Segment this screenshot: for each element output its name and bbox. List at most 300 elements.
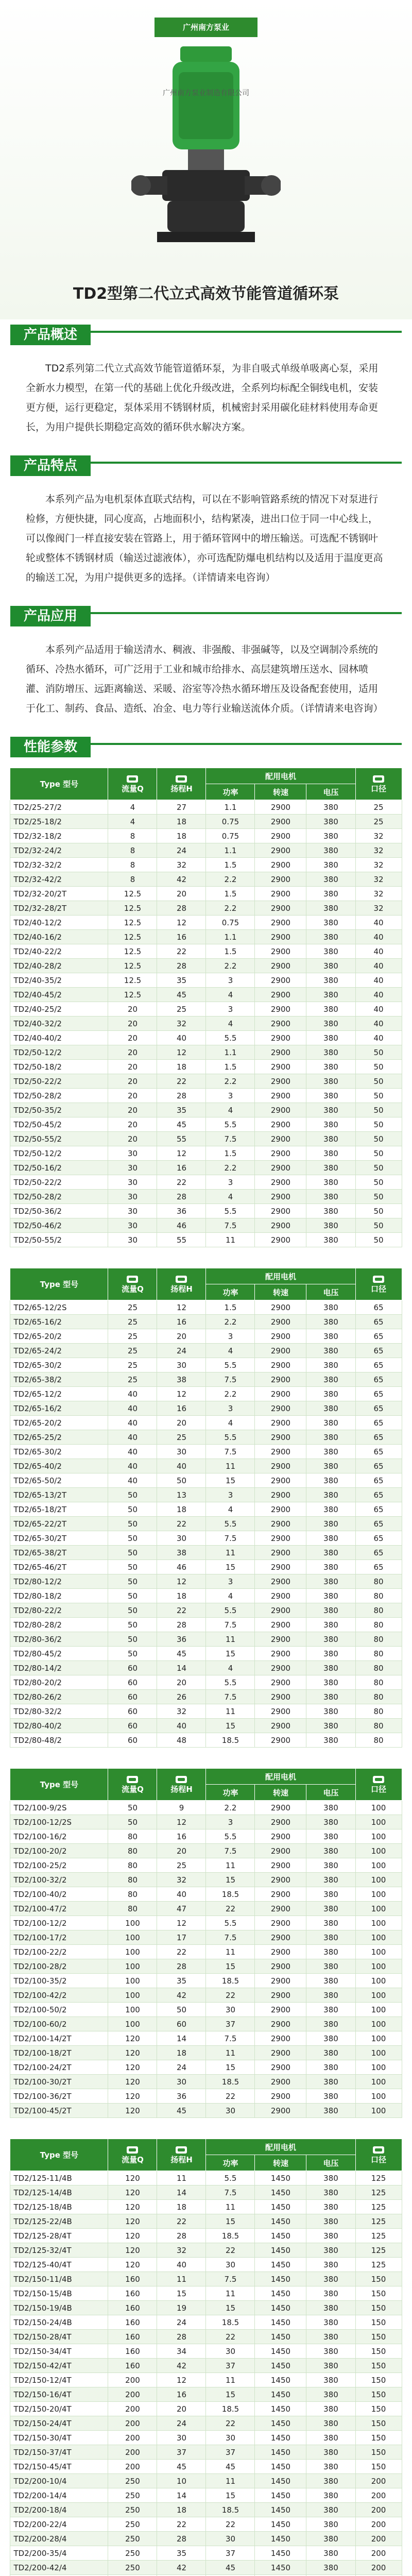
table-cell: TD2/65-38/2 bbox=[10, 1372, 108, 1387]
table-cell: 50 bbox=[157, 1473, 206, 1488]
table-cell: 2900 bbox=[255, 1902, 306, 1916]
table-cell: 150 bbox=[355, 2373, 402, 2387]
table-cell: 150 bbox=[355, 2330, 402, 2344]
table-row bbox=[10, 1300, 402, 1315]
table-cell: TD2/50-36/2 bbox=[10, 1204, 108, 1218]
table-cell: 120 bbox=[108, 2185, 157, 2200]
table-cell: 50 bbox=[355, 1146, 402, 1161]
table-cell: 100 bbox=[355, 2104, 402, 2118]
table-cell: 380 bbox=[306, 2517, 355, 2532]
table-cell: 150 bbox=[355, 2460, 402, 2474]
table-cell: 2.2 bbox=[206, 1161, 255, 1175]
table-row bbox=[10, 1675, 402, 1690]
table-cell: 7.5 bbox=[206, 1531, 255, 1546]
table-cell: 1450 bbox=[255, 2387, 306, 2402]
table-cell: 22 bbox=[157, 1517, 206, 1531]
table-cell: 380 bbox=[306, 1560, 355, 1574]
table-cell: 30 bbox=[206, 2003, 255, 2017]
table-cell: 50 bbox=[355, 1045, 402, 1060]
table-cell: 60 bbox=[108, 1661, 157, 1675]
table-cell: 380 bbox=[306, 1344, 355, 1358]
table-cell: 50 bbox=[108, 1815, 157, 1829]
table-cell: 380 bbox=[306, 1204, 355, 1218]
table-row bbox=[10, 1430, 402, 1445]
table-cell: 380 bbox=[306, 2003, 355, 2017]
table-cell: 12.5 bbox=[108, 930, 157, 944]
header-motor: 配用电机 bbox=[206, 768, 355, 784]
table-cell: 50 bbox=[108, 1647, 157, 1661]
table-cell: 40 bbox=[108, 1459, 157, 1473]
table-cell: 30 bbox=[206, 2344, 255, 2359]
table-cell: TD2/32-20/2T bbox=[10, 887, 108, 901]
head-icon bbox=[176, 1776, 187, 1783]
table-cell: 380 bbox=[306, 2089, 355, 2104]
table-cell: TD2/50-46/2 bbox=[10, 1218, 108, 1233]
table-cell: 80 bbox=[355, 1661, 402, 1675]
table-cell: TD2/50-22/2 bbox=[10, 1074, 108, 1089]
table-cell: TD2/50-45/2 bbox=[10, 1117, 108, 1132]
table-cell: 120 bbox=[108, 2075, 157, 2089]
table-cell: TD2/80-32/2 bbox=[10, 1704, 108, 1719]
table-cell: 380 bbox=[306, 2017, 355, 2031]
table-cell: 11 bbox=[206, 1704, 255, 1719]
header-motor: 配用电机 bbox=[206, 1769, 355, 1785]
table-cell: 3 bbox=[206, 1089, 255, 1103]
table-cell: TD2/100-40/2 bbox=[10, 1887, 108, 1902]
table-cell: 380 bbox=[306, 1103, 355, 1117]
table-cell: 2900 bbox=[255, 944, 306, 959]
table-row bbox=[10, 1103, 402, 1117]
table-cell: 45 bbox=[206, 2561, 255, 2575]
header-dn: 口径 bbox=[355, 2139, 402, 2171]
table-cell: 2900 bbox=[255, 1733, 306, 1748]
table-cell: 380 bbox=[306, 2488, 355, 2503]
table-cell: 2900 bbox=[255, 2003, 306, 2017]
table-cell: 380 bbox=[306, 2046, 355, 2060]
table-cell: 5.5 bbox=[206, 2171, 255, 2185]
table-cell: 24 bbox=[157, 843, 206, 858]
table-cell: 50 bbox=[355, 1089, 402, 1103]
table-cell: 380 bbox=[306, 1190, 355, 1204]
table-cell: 15 bbox=[157, 2286, 206, 2301]
table-row bbox=[10, 973, 402, 988]
table-row bbox=[10, 1473, 402, 1488]
table-cell: 18 bbox=[157, 815, 206, 829]
table-cell: 125 bbox=[355, 2171, 402, 2185]
table-cell: TD2/80-26/2 bbox=[10, 1690, 108, 1704]
section-title: 产品概述 bbox=[10, 325, 91, 345]
table-cell: 22 bbox=[206, 2089, 255, 2104]
table-cell: 380 bbox=[306, 1218, 355, 1233]
table-cell: 380 bbox=[306, 1060, 355, 1074]
table-cell: TD2/150-24/4B bbox=[10, 2315, 108, 2330]
watermark-text: 广州南方泵业制造有限公司 bbox=[163, 89, 249, 97]
table-cell: 32 bbox=[355, 901, 402, 916]
table-cell: 36 bbox=[157, 2089, 206, 2104]
table-cell: 1450 bbox=[255, 2315, 306, 2330]
table-cell: TD2/50-18/2 bbox=[10, 1060, 108, 1074]
table-cell: 46 bbox=[157, 1218, 206, 1233]
table-row bbox=[10, 2017, 402, 2031]
table-row bbox=[10, 887, 402, 901]
table-cell: 22 bbox=[157, 1175, 206, 1190]
table-row bbox=[10, 1233, 402, 1247]
table-cell: 7.5 bbox=[206, 1218, 255, 1233]
table-cell: TD2/32-18/2 bbox=[10, 829, 108, 843]
table-cell: 14 bbox=[157, 2031, 206, 2046]
table-cell: 2900 bbox=[255, 1175, 306, 1190]
table-cell: TD2/200-22/4 bbox=[10, 2517, 108, 2532]
table-cell: 2900 bbox=[255, 1858, 306, 1873]
pipe-icon bbox=[373, 775, 384, 783]
table-cell: 380 bbox=[306, 1829, 355, 1844]
table-cell: 80 bbox=[355, 1690, 402, 1704]
table-cell: 380 bbox=[306, 2359, 355, 2373]
table-cell: 2900 bbox=[255, 1546, 306, 1560]
table-cell: TD2/100-35/2 bbox=[10, 1974, 108, 1988]
table-cell: 20 bbox=[108, 1103, 157, 1117]
table-cell: 120 bbox=[108, 2046, 157, 2060]
table-cell: 4 bbox=[206, 1344, 255, 1358]
table-cell: 380 bbox=[306, 2431, 355, 2445]
table-cell: 7.5 bbox=[206, 2185, 255, 2200]
table-cell: 37 bbox=[206, 2445, 255, 2460]
table-cell: 120 bbox=[108, 2258, 157, 2272]
table-cell: 11 bbox=[157, 2171, 206, 2185]
table-cell: TD2/80-12/2 bbox=[10, 1574, 108, 1589]
table-cell: 150 bbox=[355, 2445, 402, 2460]
table-cell: 2900 bbox=[255, 1045, 306, 1060]
table-cell: 2.2 bbox=[206, 872, 255, 887]
table-cell: 16 bbox=[157, 1315, 206, 1329]
table-cell: TD2/50-16/2 bbox=[10, 1161, 108, 1175]
header-motor: 配用电机 bbox=[206, 1268, 355, 1284]
table-cell: 65 bbox=[355, 1473, 402, 1488]
table-cell: 40 bbox=[157, 1887, 206, 1902]
table-cell: TD2/100-60/2 bbox=[10, 2017, 108, 2031]
table-cell: 150 bbox=[355, 2387, 402, 2402]
header-model: Type 型号 bbox=[10, 1769, 108, 1801]
table-cell: 380 bbox=[306, 1988, 355, 2003]
table-cell: 380 bbox=[306, 2315, 355, 2330]
table-cell: 15 bbox=[206, 2301, 255, 2315]
table-cell: 160 bbox=[108, 2301, 157, 2315]
table-cell: 2900 bbox=[255, 1887, 306, 1902]
table-row bbox=[10, 2416, 402, 2431]
table-cell: 2900 bbox=[255, 1401, 306, 1416]
applications-text: 本系列产品适用于输送清水、稠液、非强酸、非强碱等，以及空调制冷系统的循环、冷热水循环，可广泛用于工业和城市给排水、高层建筑增压送水、园林喷灌、消防增压、远距离输送、采暖、浴室等冷热水循环增压及设备配套使用，适用于化工、制药、食品、造纸、冶金、电力等行业输送流体介质。（详情请来电咨询） bbox=[26, 644, 383, 714]
table-cell: 32 bbox=[157, 858, 206, 872]
table-cell: 200 bbox=[108, 2431, 157, 2445]
table-cell: 380 bbox=[306, 1031, 355, 1045]
table-cell: 380 bbox=[306, 1690, 355, 1704]
table-cell: TD2/125-18/4B bbox=[10, 2200, 108, 2214]
table-cell: 1.5 bbox=[206, 1146, 255, 1161]
table-cell: 120 bbox=[108, 2104, 157, 2118]
table-cell: 38 bbox=[157, 1546, 206, 1560]
table-row bbox=[10, 2075, 402, 2089]
table-row bbox=[10, 2546, 402, 2561]
table-cell: 380 bbox=[306, 1873, 355, 1887]
table-cell: 25 bbox=[108, 1315, 157, 1329]
table-cell: 18.5 bbox=[206, 1733, 255, 1748]
table-cell: 11 bbox=[206, 2286, 255, 2301]
table-row bbox=[10, 2301, 402, 2315]
table-cell: 25 bbox=[355, 800, 402, 815]
table-cell: 28 bbox=[157, 2229, 206, 2243]
table-cell: 32 bbox=[355, 872, 402, 887]
table-cell: 2900 bbox=[255, 1146, 306, 1161]
table-cell: 2900 bbox=[255, 1031, 306, 1045]
table-cell: TD2/50-55/2 bbox=[10, 1132, 108, 1146]
table-row bbox=[10, 1574, 402, 1589]
table-cell: 200 bbox=[355, 2546, 402, 2561]
table-cell: 40 bbox=[108, 1473, 157, 1488]
table-cell: 120 bbox=[108, 2060, 157, 2075]
table-cell: 16 bbox=[157, 1829, 206, 1844]
table-cell: TD2/125-14/4B bbox=[10, 2185, 108, 2200]
table-cell: 15 bbox=[206, 2060, 255, 2075]
table-cell: 12 bbox=[157, 2373, 206, 2387]
table-cell: 100 bbox=[355, 1858, 402, 1873]
table-cell: 40 bbox=[355, 1016, 402, 1031]
table-cell: 22 bbox=[206, 2517, 255, 2532]
table-cell: TD2/200-10/4 bbox=[10, 2474, 108, 2488]
table-cell: 50 bbox=[355, 1103, 402, 1117]
table-cell: 100 bbox=[355, 2031, 402, 2046]
table-cell: 1.1 bbox=[206, 800, 255, 815]
table-row bbox=[10, 1517, 402, 1531]
table-cell: 100 bbox=[108, 2017, 157, 2031]
table-cell: TD2/32-24/2 bbox=[10, 843, 108, 858]
table-cell: 25 bbox=[355, 815, 402, 829]
table-cell: 100 bbox=[355, 2075, 402, 2089]
table-cell: 120 bbox=[108, 2031, 157, 2046]
table-cell: 40 bbox=[108, 1401, 157, 1416]
table-cell: 30 bbox=[206, 2104, 255, 2118]
table-cell: 160 bbox=[108, 2344, 157, 2359]
table-cell: 2900 bbox=[255, 815, 306, 829]
table-cell: TD2/40-45/2 bbox=[10, 988, 108, 1002]
table-cell: 80 bbox=[355, 1675, 402, 1690]
table-cell: 380 bbox=[306, 1916, 355, 1930]
table-cell: 2900 bbox=[255, 959, 306, 973]
table-cell: 60 bbox=[108, 1690, 157, 1704]
table-row bbox=[10, 2330, 402, 2344]
table-cell: 2.2 bbox=[206, 1074, 255, 1089]
table-cell: TD2/100-12/2S bbox=[10, 1815, 108, 1829]
table-cell: 1450 bbox=[255, 2474, 306, 2488]
table-cell: 45 bbox=[157, 2104, 206, 2118]
table-cell: TD2/100-14/2T bbox=[10, 2031, 108, 2046]
table-cell: 4 bbox=[108, 815, 157, 829]
table-cell: TD2/200-35/4 bbox=[10, 2546, 108, 2561]
table-cell: 11 bbox=[206, 2046, 255, 2060]
table-cell: TD2/150-30/4T bbox=[10, 2431, 108, 2445]
table-cell: 3 bbox=[206, 1401, 255, 1416]
table-cell: 5.5 bbox=[206, 1829, 255, 1844]
table-cell: 16 bbox=[157, 930, 206, 944]
table-cell: 380 bbox=[306, 1733, 355, 1748]
table-cell: 2900 bbox=[255, 1218, 306, 1233]
table-row bbox=[10, 916, 402, 930]
table-cell: TD2/40-22/2 bbox=[10, 944, 108, 959]
table-cell: 12 bbox=[157, 916, 206, 930]
table-row bbox=[10, 2171, 402, 2185]
table-cell: 2900 bbox=[255, 1344, 306, 1358]
table-cell: 100 bbox=[355, 1974, 402, 1988]
table-cell: 200 bbox=[108, 2460, 157, 2474]
table-cell: TD2/65-22/2T bbox=[10, 1517, 108, 1531]
table-row bbox=[10, 829, 402, 843]
table-cell: 1.5 bbox=[206, 944, 255, 959]
table-cell: 2900 bbox=[255, 1719, 306, 1733]
table-cell: 25 bbox=[157, 1430, 206, 1445]
table-cell: 1450 bbox=[255, 2200, 306, 2214]
table-cell: 380 bbox=[306, 1430, 355, 1445]
table-cell: 380 bbox=[306, 2532, 355, 2546]
table-cell: 2900 bbox=[255, 2031, 306, 2046]
table-cell: 3 bbox=[206, 1329, 255, 1344]
table-cell: 30 bbox=[157, 1531, 206, 1546]
table-cell: 32 bbox=[355, 829, 402, 843]
table-cell: 30 bbox=[108, 1233, 157, 1247]
table-cell: 2.2 bbox=[206, 1801, 255, 1815]
table-cell: 100 bbox=[108, 1930, 157, 1945]
header-voltage: 电压 bbox=[306, 784, 355, 800]
table-cell: 50 bbox=[108, 1801, 157, 1815]
table-row bbox=[10, 1016, 402, 1031]
header-power: 功率 bbox=[206, 1284, 255, 1300]
table-cell: TD2/80-20/2 bbox=[10, 1675, 108, 1690]
table-cell: 380 bbox=[306, 829, 355, 843]
table-row bbox=[10, 2089, 402, 2104]
table-cell: 12 bbox=[157, 1916, 206, 1930]
table-cell: TD2/40-35/2 bbox=[10, 973, 108, 988]
table-cell: 2900 bbox=[255, 1459, 306, 1473]
table-cell: TD2/32-42/2 bbox=[10, 872, 108, 887]
table-cell: 14 bbox=[157, 2488, 206, 2503]
table-cell: 2900 bbox=[255, 1930, 306, 1945]
table-row bbox=[10, 1618, 402, 1632]
table-cell: TD2/65-30/2T bbox=[10, 1531, 108, 1546]
table-cell: 25 bbox=[157, 1002, 206, 1016]
table-row bbox=[10, 1719, 402, 1733]
table-cell: 11 bbox=[206, 2200, 255, 2214]
table-cell: 15 bbox=[206, 1959, 255, 1974]
table-cell: 100 bbox=[355, 2089, 402, 2104]
table-row bbox=[10, 1146, 402, 1161]
table-cell: TD2/100-50/2 bbox=[10, 2003, 108, 2017]
table-cell: 50 bbox=[108, 1488, 157, 1502]
table-cell: TD2/65-12/2 bbox=[10, 1387, 108, 1401]
table-cell: TD2/65-30/2 bbox=[10, 1445, 108, 1459]
table-cell: 42 bbox=[157, 1988, 206, 2003]
table-cell: TD2/100-24/2T bbox=[10, 2060, 108, 2075]
table-cell: 1.5 bbox=[206, 1060, 255, 1074]
table-cell: 100 bbox=[355, 2046, 402, 2060]
table-cell: 380 bbox=[306, 1574, 355, 1589]
table-cell: 4 bbox=[206, 1103, 255, 1117]
table-cell: 20 bbox=[157, 1329, 206, 1344]
table-cell: 20 bbox=[108, 1089, 157, 1103]
table-cell: TD2/150-15/4B bbox=[10, 2286, 108, 2301]
table-cell: 2900 bbox=[255, 1844, 306, 1858]
table-cell: 18.5 bbox=[206, 2402, 255, 2416]
table-cell: 4 bbox=[206, 988, 255, 1002]
table-cell: 50 bbox=[108, 1574, 157, 1589]
table-cell: 200 bbox=[355, 2488, 402, 2503]
table-cell: 28 bbox=[157, 2330, 206, 2344]
table-row bbox=[10, 1060, 402, 1074]
table-cell: 1450 bbox=[255, 2431, 306, 2445]
table-cell: 120 bbox=[108, 2243, 157, 2258]
table-cell: 10 bbox=[157, 2474, 206, 2488]
table-cell: TD2/150-28/4T bbox=[10, 2330, 108, 2344]
table-cell: 1450 bbox=[255, 2330, 306, 2344]
table-cell: 100 bbox=[108, 1959, 157, 1974]
table-cell: 22 bbox=[206, 1988, 255, 2003]
table-cell: 2900 bbox=[255, 1329, 306, 1344]
table-row bbox=[10, 1161, 402, 1175]
table-cell: 2900 bbox=[255, 1589, 306, 1603]
table-cell: 250 bbox=[108, 2488, 157, 2503]
table-cell: 380 bbox=[306, 1719, 355, 1733]
table-cell: 380 bbox=[306, 2546, 355, 2561]
table-cell: 15 bbox=[206, 2214, 255, 2229]
table-cell: 15 bbox=[206, 1647, 255, 1661]
table-cell: 160 bbox=[108, 2330, 157, 2344]
table-cell: 18 bbox=[157, 2046, 206, 2060]
table-cell: 18.5 bbox=[206, 2315, 255, 2330]
table-cell: 380 bbox=[306, 1618, 355, 1632]
header-model: Type 型号 bbox=[10, 768, 108, 800]
table-cell: 20 bbox=[108, 1074, 157, 1089]
table-cell: 7.5 bbox=[206, 1132, 255, 1146]
table-cell: 100 bbox=[355, 1945, 402, 1959]
table-cell: 65 bbox=[355, 1372, 402, 1387]
table-cell: 125 bbox=[355, 2214, 402, 2229]
table-cell: 8 bbox=[108, 829, 157, 843]
table-cell: 2900 bbox=[255, 1502, 306, 1517]
table-row bbox=[10, 1930, 402, 1945]
table-cell: 2900 bbox=[255, 1704, 306, 1719]
table-cell: 22 bbox=[206, 2416, 255, 2431]
table-cell: 7.5 bbox=[206, 1690, 255, 1704]
table-cell: 12 bbox=[157, 1574, 206, 1589]
table-row bbox=[10, 1488, 402, 1502]
table-cell: 250 bbox=[108, 2517, 157, 2532]
table-cell: 1450 bbox=[255, 2214, 306, 2229]
table-cell: 100 bbox=[355, 2060, 402, 2075]
table-cell: 2900 bbox=[255, 1060, 306, 1074]
table-cell: 12 bbox=[157, 1045, 206, 1060]
table-cell: 18 bbox=[157, 1502, 206, 1517]
table-cell: 380 bbox=[306, 973, 355, 988]
table-row bbox=[10, 1704, 402, 1719]
table-cell: 380 bbox=[306, 1459, 355, 1473]
table-cell: 80 bbox=[108, 1858, 157, 1873]
table-cell: 380 bbox=[306, 2258, 355, 2272]
table-row bbox=[10, 2243, 402, 2258]
table-cell: 20 bbox=[157, 1416, 206, 1430]
table-cell: 380 bbox=[306, 1358, 355, 1372]
table-cell: 380 bbox=[306, 887, 355, 901]
table-cell: 5.5 bbox=[206, 1117, 255, 1132]
table-cell: 380 bbox=[306, 1815, 355, 1829]
table-cell: 11 bbox=[206, 2373, 255, 2387]
table-cell: 4 bbox=[206, 1016, 255, 1031]
